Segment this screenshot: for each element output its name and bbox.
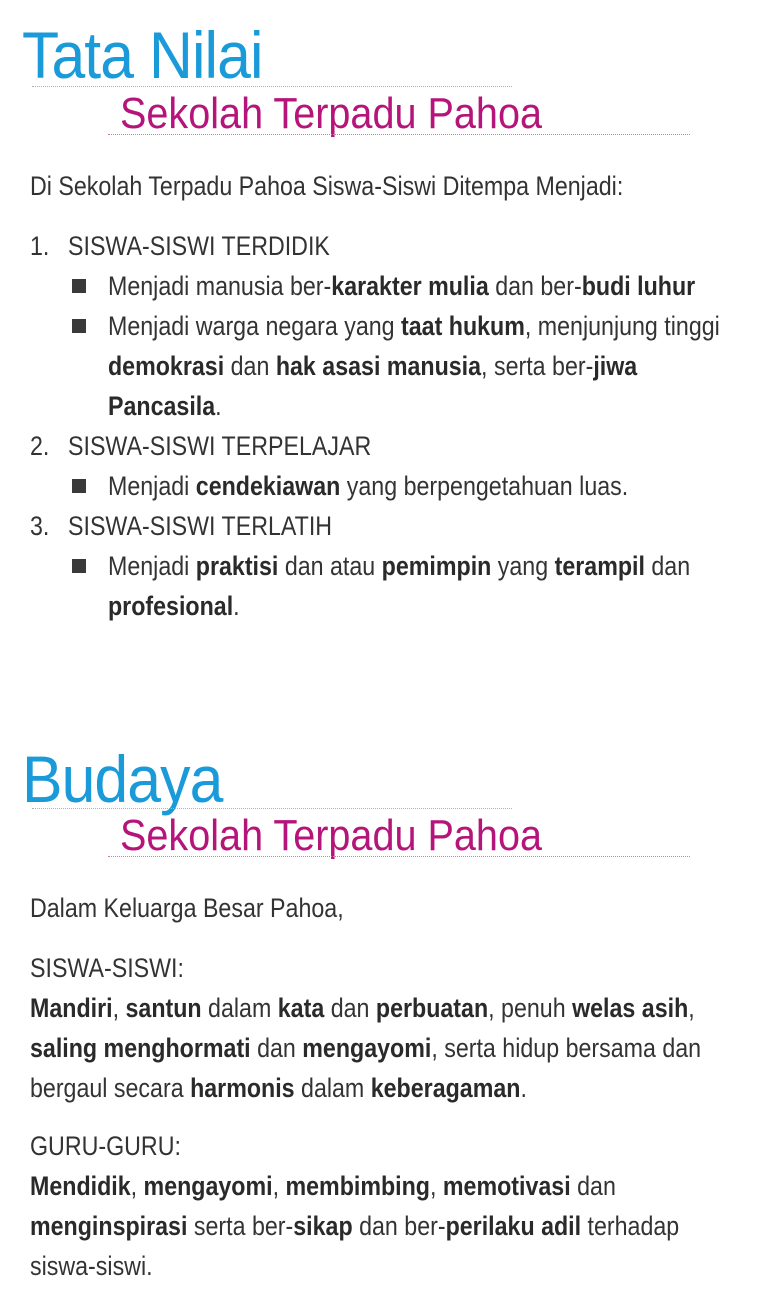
emphasis-text: harmonis xyxy=(190,1073,295,1103)
emphasis-text: terampil xyxy=(554,551,645,581)
list-number: 2. xyxy=(30,431,50,461)
square-bullet-icon xyxy=(72,319,86,333)
emphasis-text: santun xyxy=(125,993,202,1023)
plain-text: , xyxy=(272,1171,286,1201)
group-line xyxy=(30,1246,153,1286)
emphasis-text: karakter mulia xyxy=(331,271,489,301)
emphasis-text: sikap xyxy=(293,1211,353,1241)
list-number: 1. xyxy=(30,231,50,261)
tata-nilai-title: Tata Nilai xyxy=(22,18,263,92)
plain-text: , serta hidup bersama dan xyxy=(431,1033,702,1063)
budaya-intro: Dalam Keluarga Besar Pahoa, xyxy=(30,893,344,923)
plain-text: terhadap xyxy=(581,1211,680,1241)
plain-text: dan atau xyxy=(278,551,382,581)
title-underline xyxy=(32,808,512,809)
plain-text: dan xyxy=(224,351,276,381)
emphasis-text: demokrasi xyxy=(108,351,225,381)
emphasis-text: praktisi xyxy=(195,551,279,581)
emphasis-text: jiwa xyxy=(593,351,638,381)
subtitle-underline xyxy=(108,134,690,135)
emphasis-text: cendekiawan xyxy=(195,471,341,501)
bullet-line xyxy=(108,386,222,426)
group-line xyxy=(30,988,695,1028)
square-bullet-icon xyxy=(72,559,86,573)
plain-text: dan xyxy=(250,1033,303,1063)
emphasis-text: perbuatan xyxy=(375,993,489,1023)
plain-text: , xyxy=(688,993,695,1023)
plain-text: dan xyxy=(644,551,691,581)
emphasis-text: budi luhur xyxy=(581,271,696,301)
list-heading: SISWA-SISWI TERPELAJAR xyxy=(68,431,372,461)
emphasis-text: kata xyxy=(277,993,325,1023)
plain-text: dan xyxy=(570,1171,616,1201)
plain-text: , penuh xyxy=(488,993,573,1023)
bullet-line xyxy=(108,586,240,626)
emphasis-text: Pancasila xyxy=(108,391,216,421)
plain-text: yang berpengetahuan luas. xyxy=(340,471,629,501)
plain-text: dan ber- xyxy=(352,1211,446,1241)
bullet-line xyxy=(108,546,690,586)
emphasis-text: saling menghormati xyxy=(30,1033,251,1063)
list-heading: SISWA-SISWI TERLATIH xyxy=(68,511,333,541)
group-line xyxy=(30,1166,616,1206)
plain-text: dan xyxy=(324,993,376,1023)
title-underline xyxy=(32,86,512,87)
square-bullet-icon xyxy=(72,279,86,293)
group-heading: GURU-GURU: xyxy=(30,1131,181,1161)
emphasis-text: hak asasi manusia xyxy=(275,351,482,381)
tata-nilai-intro: Di Sekolah Terpadu Pahoa Siswa-Siswi Ditempa Menjadi: xyxy=(30,171,624,201)
plain-text: Menjadi xyxy=(108,551,196,581)
plain-text: Menjadi manusia ber- xyxy=(108,271,332,301)
emphasis-text: Mandiri xyxy=(30,993,113,1023)
list-number: 3. xyxy=(30,511,50,541)
plain-text: , menjunjung tinggi xyxy=(524,311,720,341)
group-line xyxy=(30,1028,701,1068)
subtitle-underline xyxy=(108,856,690,857)
plain-text: . xyxy=(520,1073,527,1103)
emphasis-text: memotivasi xyxy=(442,1171,571,1201)
plain-text: Menjadi warga negara yang xyxy=(108,311,402,341)
bullet-line xyxy=(108,466,628,506)
plain-text: , serta ber- xyxy=(481,351,594,381)
plain-text: yang xyxy=(491,551,555,581)
emphasis-text: menginspirasi xyxy=(30,1211,188,1241)
emphasis-text: perilaku adil xyxy=(445,1211,582,1241)
emphasis-text: taat hukum xyxy=(401,311,525,341)
emphasis-text: keberagaman xyxy=(370,1073,521,1103)
list-heading: SISWA-SISWI TERDIDIK xyxy=(68,231,330,261)
group-heading: SISWA-SISWI: xyxy=(30,953,184,983)
emphasis-text: mengayomi xyxy=(302,1033,432,1063)
emphasis-text: welas asih xyxy=(572,993,689,1023)
plain-text: Menjadi xyxy=(108,471,196,501)
emphasis-text: profesional xyxy=(108,591,234,621)
square-bullet-icon xyxy=(72,479,86,493)
bullet-line xyxy=(108,306,720,346)
budaya-subtitle: Sekolah Terpadu Pahoa xyxy=(120,811,543,860)
group-line xyxy=(30,1206,679,1246)
plain-text: siswa-siswi. xyxy=(30,1251,153,1281)
plain-text: dan ber- xyxy=(488,271,582,301)
emphasis-text: mengayomi xyxy=(143,1171,273,1201)
plain-text: , xyxy=(429,1171,443,1201)
plain-text: . xyxy=(215,391,222,421)
group-line xyxy=(30,1068,527,1108)
plain-text: . xyxy=(233,591,240,621)
plain-text: , xyxy=(112,993,126,1023)
bullet-line xyxy=(108,266,695,306)
plain-text: , xyxy=(130,1171,144,1201)
emphasis-text: Mendidik xyxy=(30,1171,131,1201)
tata-nilai-subtitle: Sekolah Terpadu Pahoa xyxy=(120,89,543,138)
plain-text: dalam xyxy=(201,993,278,1023)
plain-text: serta ber- xyxy=(187,1211,294,1241)
plain-text: bergaul secara xyxy=(30,1073,191,1103)
emphasis-text: membimbing xyxy=(285,1171,430,1201)
bullet-line xyxy=(108,346,637,386)
budaya-title: Budaya xyxy=(22,742,223,816)
plain-text: dalam xyxy=(294,1073,371,1103)
emphasis-text: pemimpin xyxy=(381,551,492,581)
